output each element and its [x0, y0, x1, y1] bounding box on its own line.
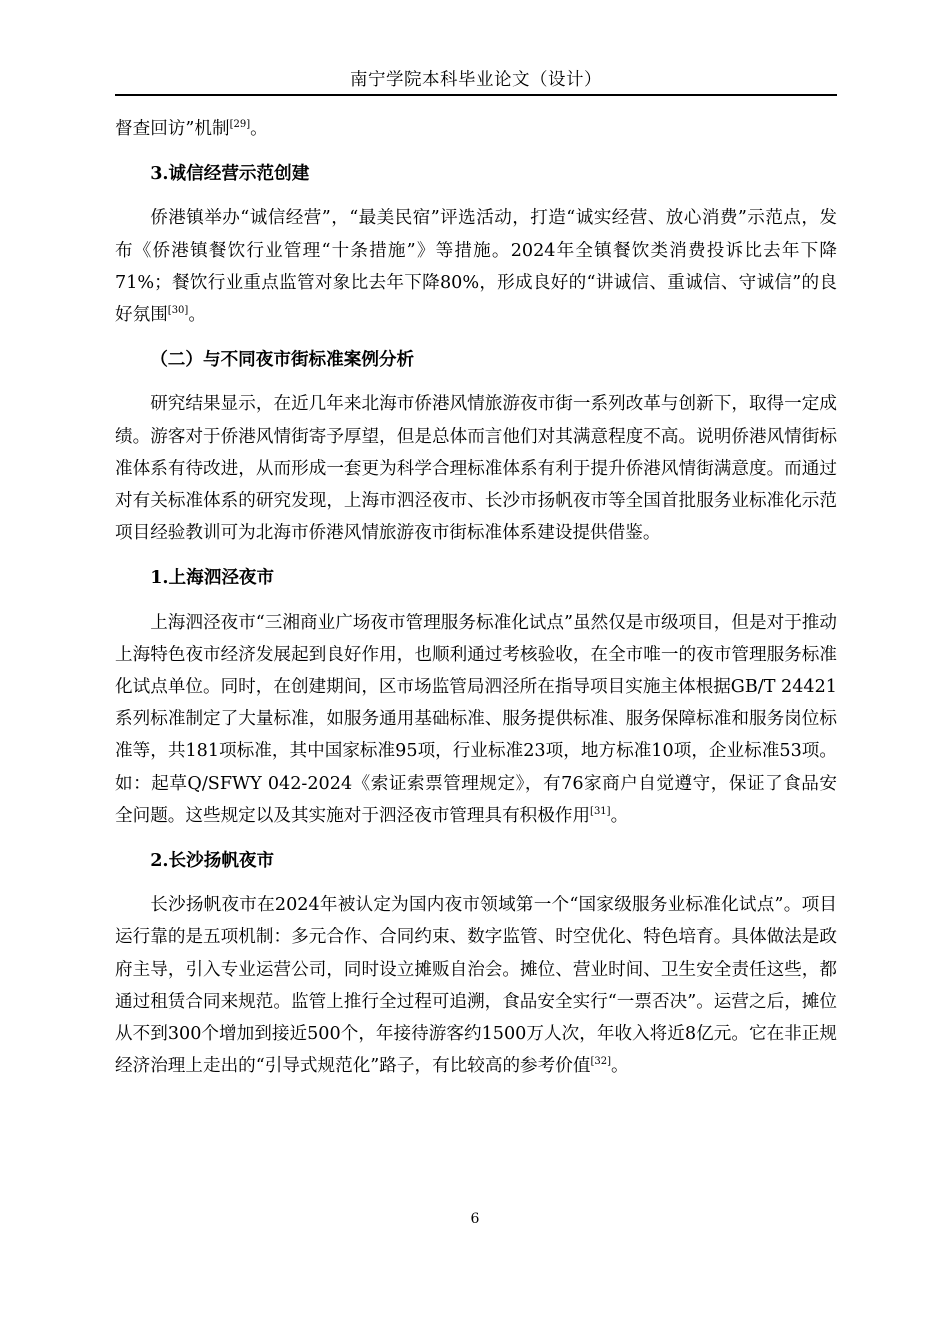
- page-header: [115, 60, 837, 96]
- paragraph-text: 侨港镇举办“诚信经营”，“最美民宿”评选活动，打造“诚实经营、放心消费”示范点，发布《侨港镇餐饮行业管理“十条措施”》等措施。2024年全镇餐饮类消费投诉比去年下降71%；餐饮行业重点监管对象比去年下降80%，形成良好的“讲诚信、重诚信、守诚信”的良好氛围: [115, 208, 837, 326]
- paragraph: 研究结果显示，在近几年来北海市侨港风情旅游夜市街一系列改革与创新下，取得一定成绩。游客对于侨港风情街寄予厚望，但是总体而言他们对其满意程度不高。说明侨港风情街标准体系有待改进，从而形成一套更为科学合理标准体系有利于提升侨港风情街满意度。而通过对有关标准体系的研究发现，上海市泗泾夜市、长沙市扬帆夜市等全国首批服务业标准化示范项目经验教训可为北海市侨港风情旅游夜市街标准体系建设提供借鉴。: [115, 394, 837, 544]
- citation-ref: [32]: [590, 1056, 611, 1068]
- paragraph: [115, 607, 837, 832]
- paragraph-text: 长沙扬帆夜市在2024年被认定为国内夜市领域第一个“国家级服务业标准化试点”。项目运行靠的是五项机制：多元合作、合同约束、数字监管、时空优化、特色培育。具体做法是政府主导，引入专业运营公司，同时设立摊贩自治会。摊位、营业时间、卫生安全责任这些，都通过租赁合同来规范。监管上推行全过程可追溯，食品安全实行“一票否决”。运营之后，摊位从不到300个增加到接近500个，年接待游客约1500万人次，年收入将近8亿元。它在非正规经济治理上走出的“引导式规范化”路子，有比较高的参考价值: [115, 895, 837, 1077]
- section-heading: 3.诚信经营示范创建: [150, 162, 310, 184]
- page-body: [115, 113, 837, 1082]
- section-heading: （二）与不同夜市街标准案例分析: [150, 348, 415, 370]
- header-title: 南宁学院本科毕业论文（设计）: [350, 70, 602, 90]
- section-heading: 2.长沙扬帆夜市: [150, 849, 275, 871]
- paragraph: [115, 202, 837, 331]
- paragraph-end: 。: [188, 305, 206, 326]
- citation-ref: [31]: [590, 806, 611, 817]
- paragraph-end: 。: [610, 1056, 629, 1077]
- paragraph-end: 。: [610, 805, 629, 826]
- paragraph-text: 上海泗泾夜市“三湘商业广场夜市管理服务标准化试点”虽然仅是市级项目，但是对于推动上海特色夜市经济发展起到良好作用，也顺利通过考核验收，在全市唯一的夜市管理服务标准化试点单位。同时，在创建期间，区市场监管局泗泾所在指导项目实施主体根据GB/T 24421系列标准制定了大量标准，如服务通用基础标准、服务提供标准、服务保障标准和服务岗位标准等，共181项标准，其中国家标准95项，行业标准23项，地方标准10项，企业标准53项。如：起草Q/SFWY 042-2024《索证索票管理规定》，有76家商户自觉遵守，保证了食品安全问题。这些规定以及其实施对于泗泾夜市管理具有积极作用: [115, 612, 837, 826]
- citation-ref: [30]: [167, 305, 189, 317]
- paragraph-continuation: [115, 113, 837, 145]
- paragraph: [115, 889, 837, 1082]
- section-heading: 1.上海泗泾夜市: [150, 566, 275, 588]
- paragraph-end: 。: [250, 119, 268, 139]
- citation-ref: [29]: [229, 119, 251, 131]
- paragraph-text: 督查回访”机制: [115, 119, 230, 139]
- page-number: 6: [470, 1211, 480, 1227]
